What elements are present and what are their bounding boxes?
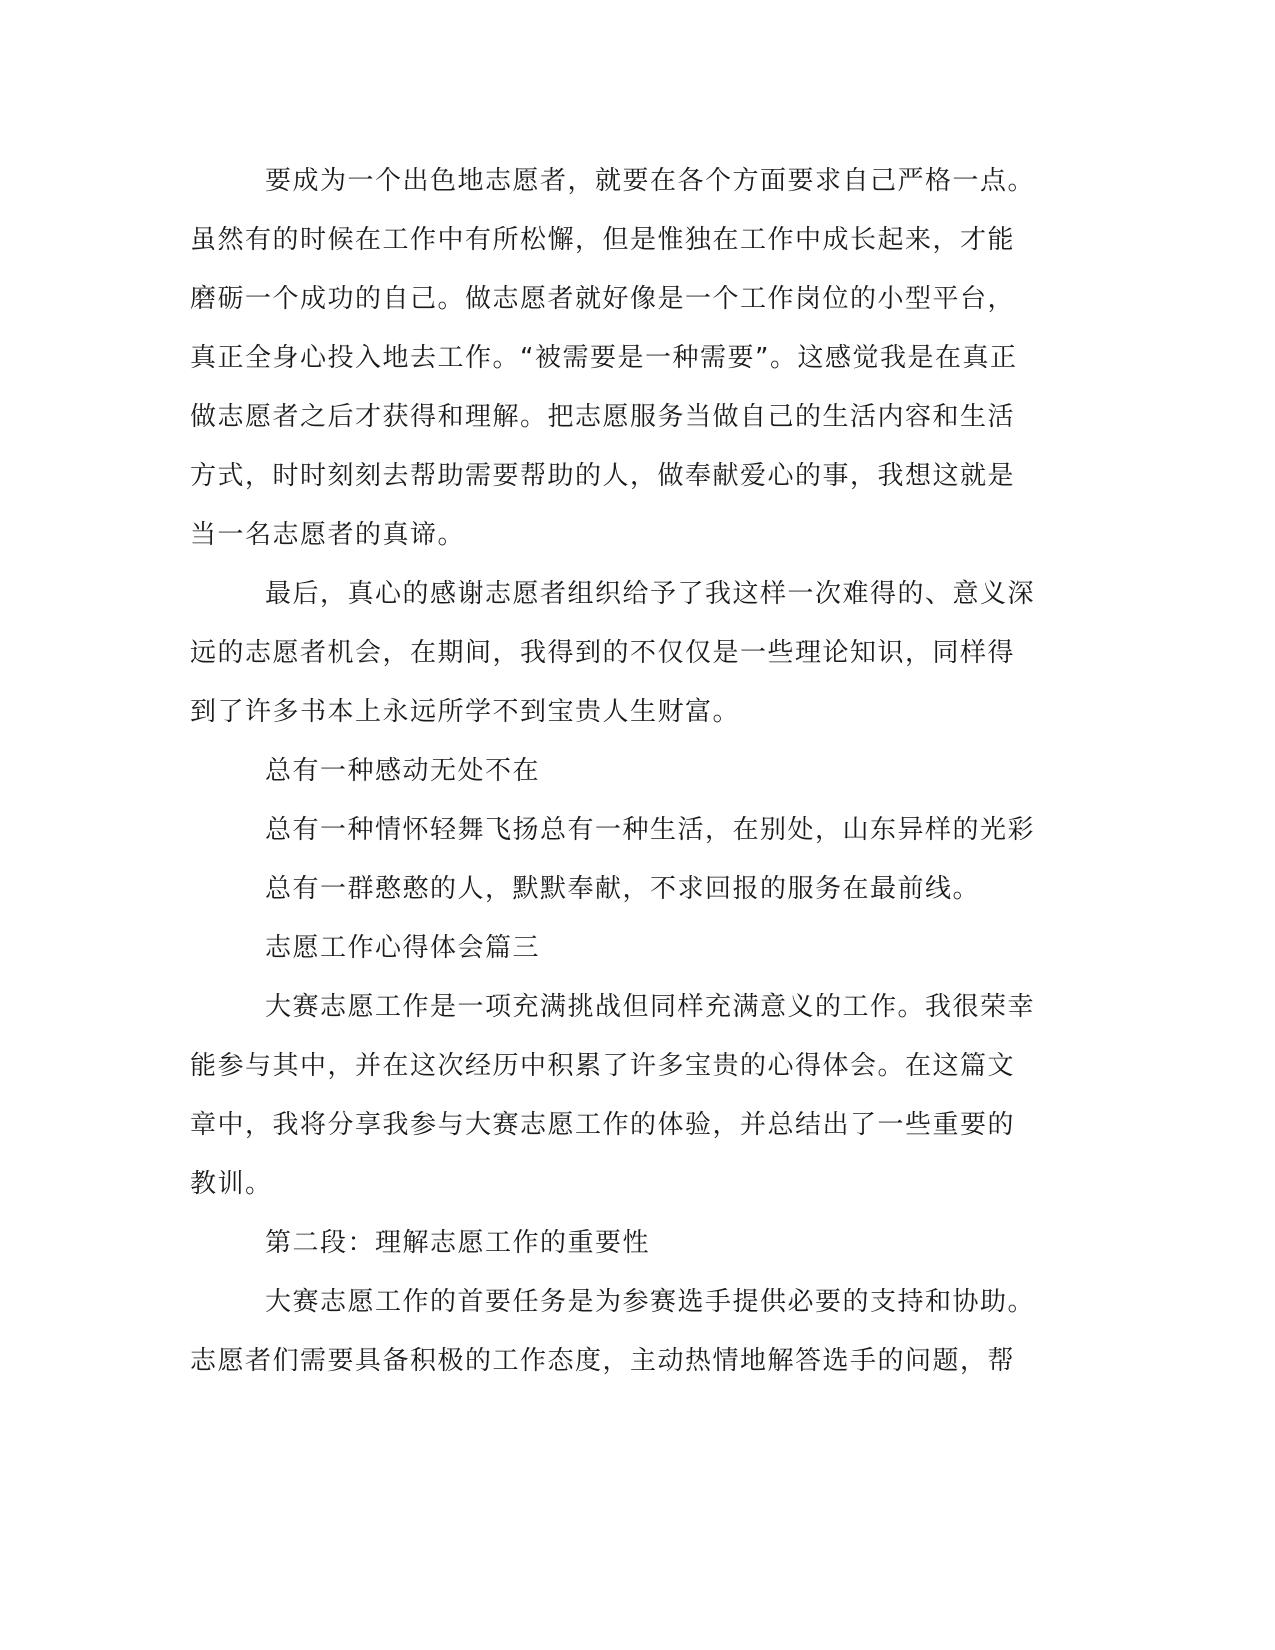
text-line: 志愿者们需要具备积极的工作态度，主动热情地解答选手的问题，帮	[190, 1346, 1016, 1376]
text-line: 到了许多书本上永远所学不到宝贵人生财富。	[190, 697, 741, 727]
text-line: 远的志愿者机会，在期间，我得到的不仅仅是一些理论知识，同样得	[190, 638, 1016, 668]
text-line: 大赛志愿工作是一项充满挑战但同样充满意义的工作。我很荣幸	[265, 992, 1036, 1022]
text-line: 最后，真心的感谢志愿者组织给予了我这样一次难得的、意义深	[265, 579, 1036, 609]
text-line: 能参与其中，并在这次经历中积累了许多宝贵的心得体会。在这篇文	[190, 1051, 1016, 1081]
text-line: 总有一种情怀轻舞飞扬总有一种生活，在别处，山东异样的光彩	[265, 815, 1036, 845]
text-line: 要成为一个出色地志愿者，就要在各个方面要求自己严格一点。	[265, 166, 1036, 196]
text-line: 做志愿者之后才获得和理解。把志愿服务当做自己的生活内容和生活	[190, 402, 1016, 432]
section-heading: 志愿工作心得体会篇三	[265, 933, 541, 963]
text-line: 方式，时时刻刻去帮助需要帮助的人，做奉献爱心的事，我想这就是	[190, 461, 1016, 491]
section-heading: 第二段：理解志愿工作的重要性	[265, 1228, 651, 1258]
text-line: 总有一种感动无处不在	[265, 756, 541, 786]
text-line: 真正全身心投入地去工作。“被需要是一种需要”。这感觉我是在真正	[190, 343, 1018, 373]
text-line: 虽然有的时候在工作中有所松懈，但是惟独在工作中成长起来，才能	[190, 225, 1016, 255]
text-line: 章中，我将分享我参与大赛志愿工作的体验，并总结出了一些重要的	[190, 1110, 1016, 1140]
text-line: 当一名志愿者的真谛。	[190, 520, 466, 550]
text-line: 磨砺一个成功的自己。做志愿者就好像是一个工作岗位的小型平台，	[190, 284, 1016, 314]
text-line: 教训。	[190, 1169, 273, 1199]
text-line: 总有一群憨憨的人，默默奉献，不求回报的服务在最前线。	[265, 874, 981, 904]
text-line: 大赛志愿工作的首要任务是为参赛选手提供必要的支持和协助。	[265, 1287, 1036, 1317]
